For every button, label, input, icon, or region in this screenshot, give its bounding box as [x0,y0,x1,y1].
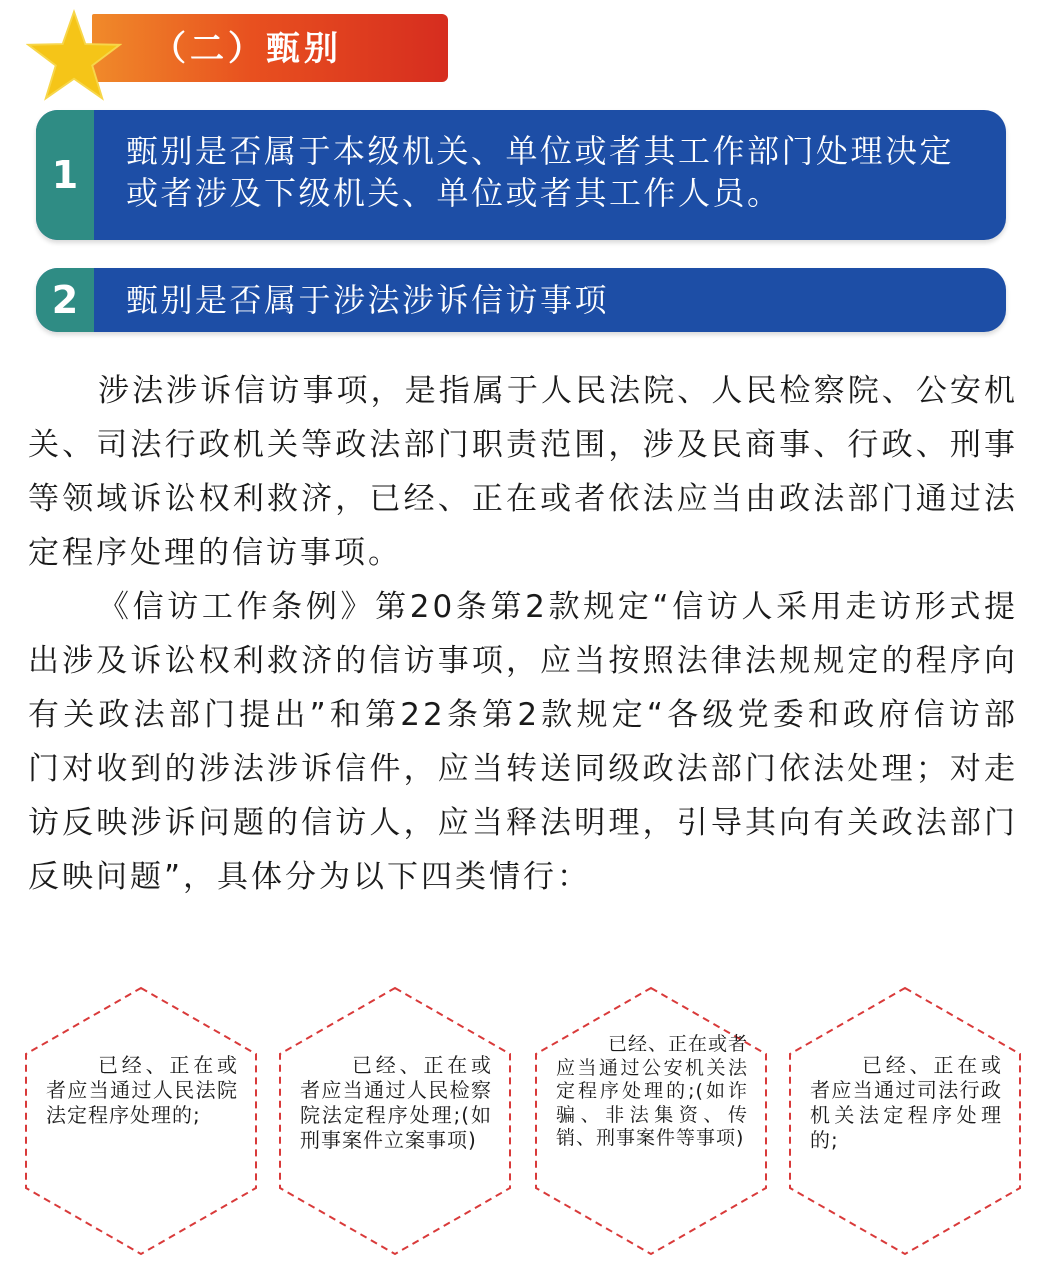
category-hexagon-procuratorate [276,985,514,1257]
category-text-police: 已经、正在或者应当通过公安机关法定程序处理的;(如诈骗、非法集资、传销、刑事案件等事项) [556,1033,749,1149]
section-title: （二）甄别 [152,29,342,69]
star-icon [26,8,122,104]
category-text-court: 已经、正在或者应当通过人民法院法定程序处理的; [46,1053,238,1127]
point-1-box [36,110,1006,240]
category-hexagon-police [532,985,770,1257]
category-hexagon-court [22,985,260,1257]
paragraph-definition: 涉法涉诉信访事项，是指属于人民法院、人民检察院、公安机关、司法行政机关等政法部门职责范围，涉及民商事、行政、刑事等领域诉讼权利救济，已经、正在或者依法应当由政法部门通过法定程序处理的信访事项。 [28,373,1018,571]
point-1-text: 甄别是否属于本级机关、单位或者其工作部门处理决定或者涉及下级机关、单位或者其工作人员。 [126,132,955,212]
category-hexagon-justice [786,985,1024,1257]
category-text-procuratorate: 已经、正在或者应当通过人民检察院法定程序处理;(如刑事案件立案事项) [300,1053,492,1152]
point-1-number: 1 [36,110,94,240]
point-2-number: 2 [36,268,94,332]
point-2-text: 甄别是否属于涉法涉诉信访事项 [126,281,610,319]
category-text-justice: 已经、正在或者应当通过司法行政机关法定程序处理的; [810,1053,1002,1152]
paragraph-regulation: 《信访工作条例》第20条第2款规定“信访人采用走访形式提出涉及诉讼权利救济的信访事项，应当按照法律法规规定的程序向有关政法部门提出”和第22条第2款规定“各级党委和政府信访部门对收到的涉法涉诉信件，应当转送同级政法部门依法处理；对走访反映涉诉问题的信访人，应当释法明理，引导其向有关政法部门反映问题”，具体分为以下四类情行： [28,589,1018,895]
point-2-box [36,268,1006,332]
